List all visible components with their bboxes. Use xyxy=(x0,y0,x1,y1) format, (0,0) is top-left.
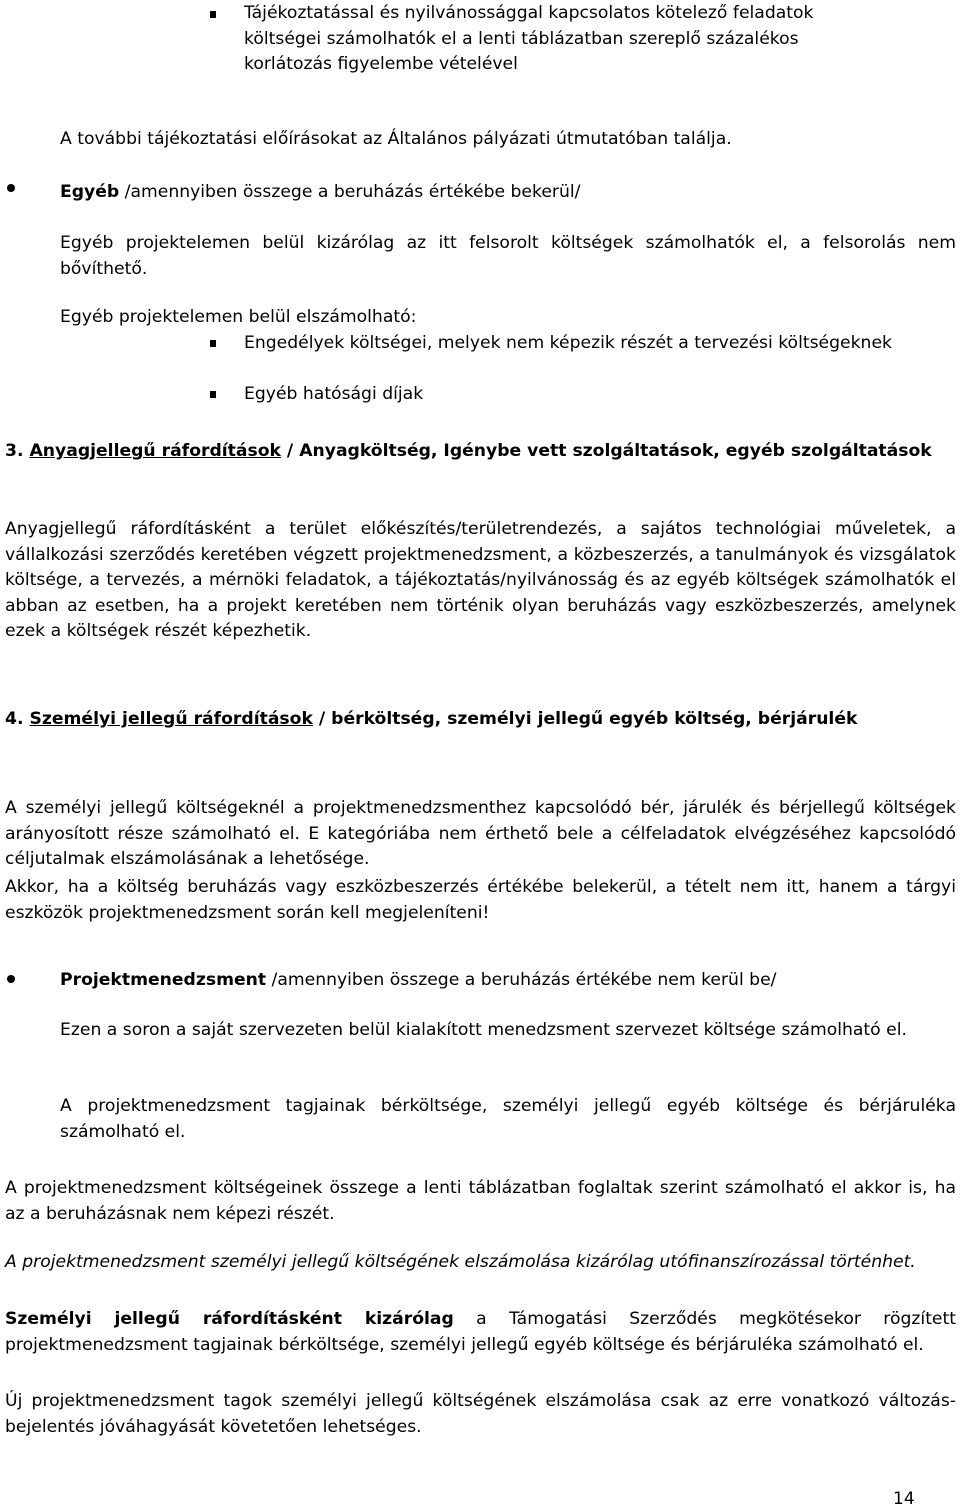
square-bullet-icon xyxy=(210,391,216,398)
round-bullet-icon xyxy=(7,975,15,983)
section-4-paragraph: A személyi jellegű költségeknél a projektmenedzsmenthez kapcsolódó bér, járulék és bérjellegű költségek arányosított része számolható el. E kategóriába nem érthető bele a célfeladatok elvégzéséhez kapcsolódó céljutalmak elszámolásának a lehetősége. xyxy=(5,798,956,869)
square-bullet-icon xyxy=(210,11,216,18)
section-3-title: Anyagjellegű ráfordítások xyxy=(29,441,281,461)
section-4-paragraph: Akkor, ha a költség beruházás vagy eszközbeszerzés értékébe belekerül, a tételt nem itt, hanem a tárgyi eszközök projektmenedzsment során kell megjeleníteni! xyxy=(5,877,956,923)
egyeb-heading-rest: /amennyiben összege a beruházás értékébe bekerül/ xyxy=(119,182,581,202)
section-4-heading xyxy=(5,707,956,733)
egyeb-list-item: Engedélyek költségei, melyek nem képezik részét a tervezési költségeknek xyxy=(244,333,892,353)
egyeb-heading-bold: Egyéb xyxy=(60,182,120,202)
guide-note: A további tájékoztatási előírásokat az Általános pályázati útmutatóban találja. xyxy=(60,129,732,149)
bullet-text-line: korlátozás figyelembe vételével xyxy=(244,54,518,74)
closing-paragraph: A projektmenedzsment költségeinek összege a lenti táblázatban foglaltak szerint számolható el akkor is, ha az a beruházásnak nem képezi részét. xyxy=(5,1178,956,1224)
egyeb-heading xyxy=(60,180,956,206)
pm-heading-bold: Projektmenedzsment xyxy=(60,970,267,990)
section-4-title: Személyi jellegű ráfordítások xyxy=(29,709,313,729)
closing-paragraph xyxy=(5,1307,956,1358)
section-3-paragraph: Anyagjellegű ráfordításként a terület előkészítés/területrendezés, a sajátos technológiai műveletek, a vállalkozási szerződés keretében végzett projektmenedzsment, a közbeszerzés, a tanulmányok és vizsgálatok költsége, a tervezés, a mérnöki feladatok, a tájékoztatás/nyilvánosság és az egyéb költségek számolhatók el abban az esetben, ha a projekt keretében nem történik olyan beruházás vagy eszközbeszerzés, amelynek ezek a költségek részét képezhetik. xyxy=(5,519,956,641)
closing-italic-paragraph: A projektmenedzsment személyi jellegű költségének elszámolása kizárólag utófinanszírozással történhet. xyxy=(5,1252,916,1272)
closing-paragraph: Új projektmenedzsment tagok személyi jellegű költségének elszámolása csak az erre vonatkozó változás-bejelentés jóváhagyását követetően lehetséges. xyxy=(5,1391,956,1437)
section-4-number: 4. xyxy=(5,709,24,729)
square-bullet-icon xyxy=(210,340,216,347)
closing-rest: a Támogatási Szerződés megkötésekor rögzített projektmenedzsment tagjainak bérköltsége, személyi jellegű egyéb költsége és bérjáruléka számolható el. xyxy=(5,1309,956,1355)
section-3-number: 3. xyxy=(5,441,24,461)
pm-heading-rest: /amennyiben összege a beruházás értékébe nem kerül be/ xyxy=(266,970,777,990)
pm-paragraph: A projektmenedzsment tagjainak bérköltsége, személyi jellegű egyéb költsége és bérjáruléka számolható el. xyxy=(60,1096,956,1142)
section-3-heading xyxy=(5,439,956,465)
egyeb-list-item: Egyéb hatósági díjak xyxy=(244,384,424,404)
bullet-text-line: Tájékoztatással és nyilvánossággal kapcsolatos kötelező feladatok xyxy=(244,3,814,23)
closing-bold-lead: Személyi jellegű ráfordításként kizárólag xyxy=(5,1309,454,1329)
egyeb-list-intro: Egyéb projektelemen belül elszámolható: xyxy=(60,307,417,327)
page-number: 14 xyxy=(893,1489,915,1509)
egyeb-paragraph: Egyéb projektelemen belül kizárólag az itt felsorolt költségek számolhatók el, a felsorolás nem bővíthető. xyxy=(60,233,956,279)
section-4-subtitle: / bérköltség, személyi jellegű egyéb költség, bérjárulék xyxy=(312,709,858,729)
section-3-subtitle: / Anyagköltség, Igénybe vett szolgáltatások, egyéb szolgáltatások xyxy=(280,441,932,461)
bullet-text-line: költségei számolhatók el a lenti táblázatban szereplő százalékos xyxy=(244,29,799,49)
round-bullet-icon xyxy=(7,184,15,192)
pm-paragraph: Ezen a soron a saját szervezeten belül kialakított menedzsment szervezet költsége számolható el. xyxy=(60,1020,907,1040)
pm-heading xyxy=(60,968,956,994)
